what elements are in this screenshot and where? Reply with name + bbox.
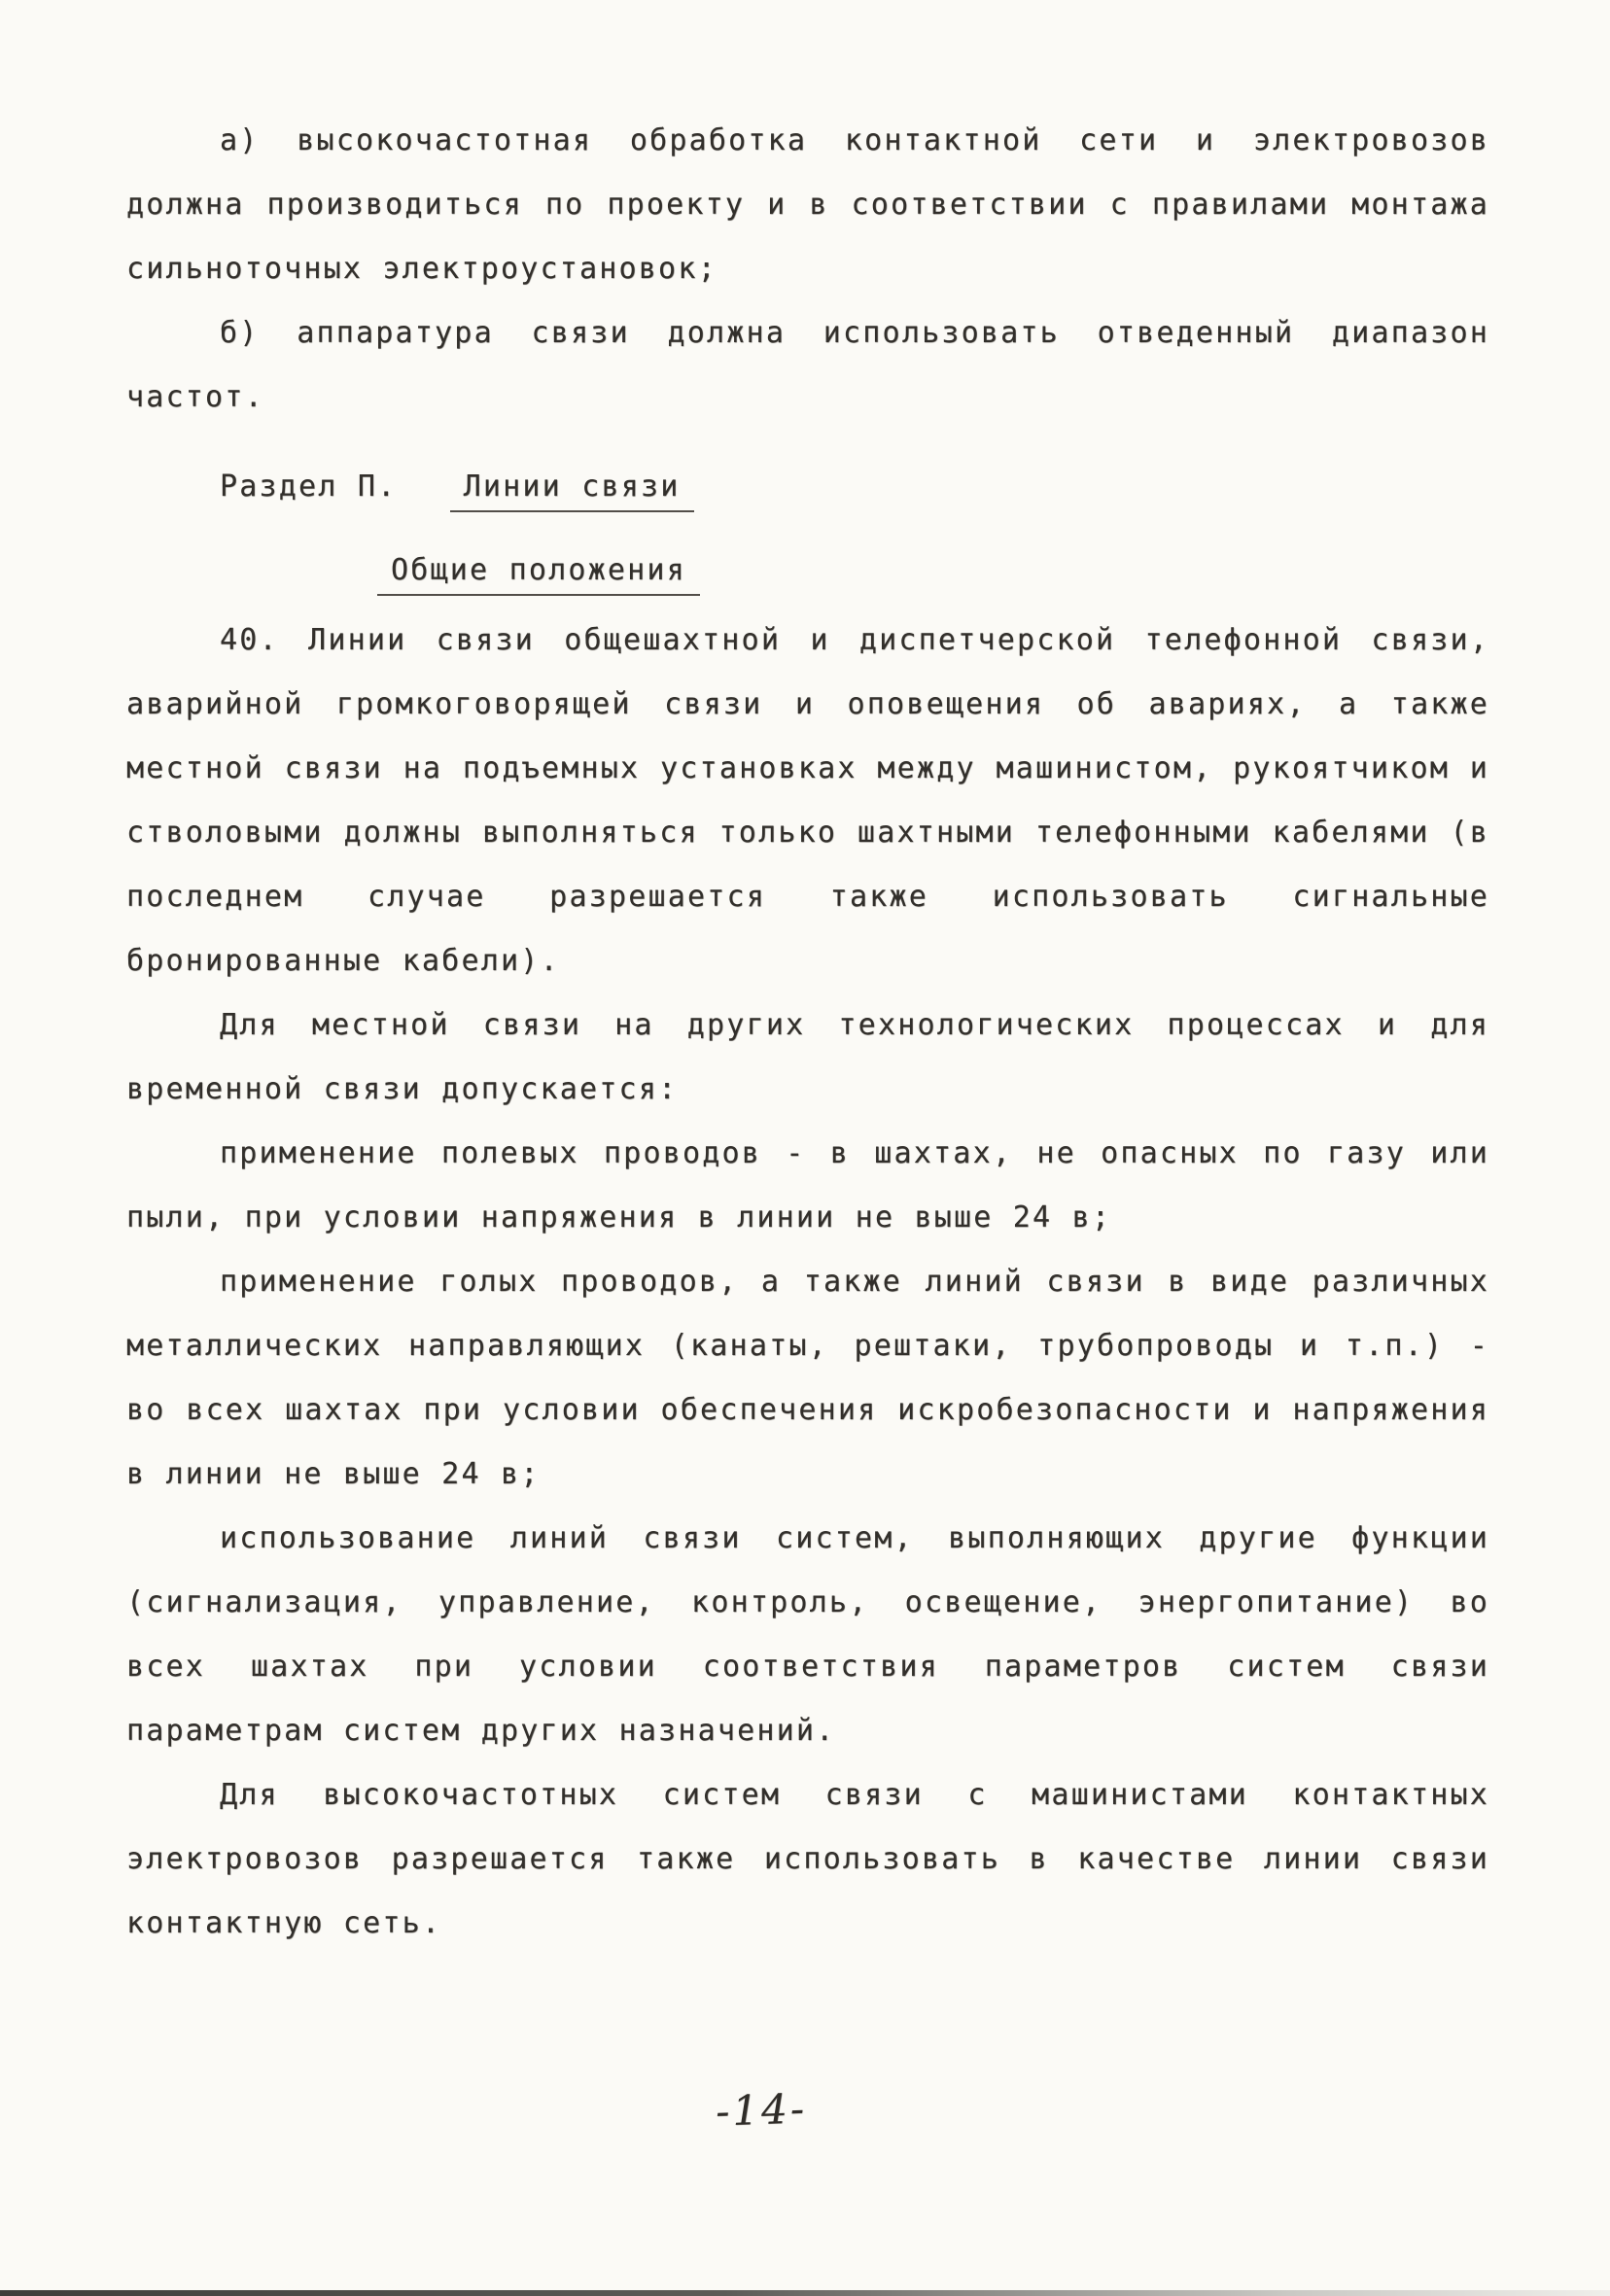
section-title: Линии связи (450, 470, 694, 512)
paragraph-hf-systems: Для высокочастотных систем связи с машинистами контактных электровозов разрешается также использовать в качестве линии связи контактную сеть. (126, 1778, 1489, 1940)
paragraph-item-40: 40. Линии связи общешахтной и диспетчерской телефонной связи, аварийной громкоговорящей связи и оповещения об авариях, а также местной связи на подъемных установках между машинистом, рукоятчиком и стволовыми должны выполняться только шахтными телефонными кабелями (в последнем случае разрешается также использовать сигнальные бронированные кабели). (126, 623, 1489, 978)
paragraph-field-wires: применение полевых проводов - в шахтах, не опасных по газу или пыли, при условии напряжения в линии не выше 24 в; (126, 1136, 1489, 1235)
paragraph-point-b: б) аппаратура связи должна использовать отведенный диапазон частот. (126, 316, 1489, 414)
section-label: Раздел П. (220, 470, 398, 504)
paragraph-local-comms-intro: Для местной связи на других технологических процессах и для временной связи допускается: (126, 1008, 1489, 1106)
document-body (126, 109, 1489, 1956)
paragraph-other-systems: использование линий связи систем, выполняющих другие функции (сигнализация, управление, контроль, освещение, энергопитание) во всех шахтах при условии соответствия параметров систем связи параметрам систем других назначений. (126, 1521, 1489, 1748)
subsection-title: Общие положения (377, 553, 700, 596)
page-number: -14- (715, 2084, 808, 2136)
paragraph-bare-wires: применение голых проводов, а также линий связи в виде различных металлических направляющих (канаты, рештаки, трубопроводы и т.п.) - во всех шахтах при условии обеспечения искробезопасности и напряжения в линии не выше 24 в; (126, 1265, 1489, 1491)
paragraph-point-a: а) высокочастотная обработка контактной сети и электровозов должна производиться по проекту и в соответствии с правилами монтажа сильноточных электроустановок; (126, 123, 1489, 286)
scan-edge-artifact (0, 2290, 1610, 2296)
subsection-heading (377, 539, 1489, 603)
section-heading (220, 455, 1489, 519)
